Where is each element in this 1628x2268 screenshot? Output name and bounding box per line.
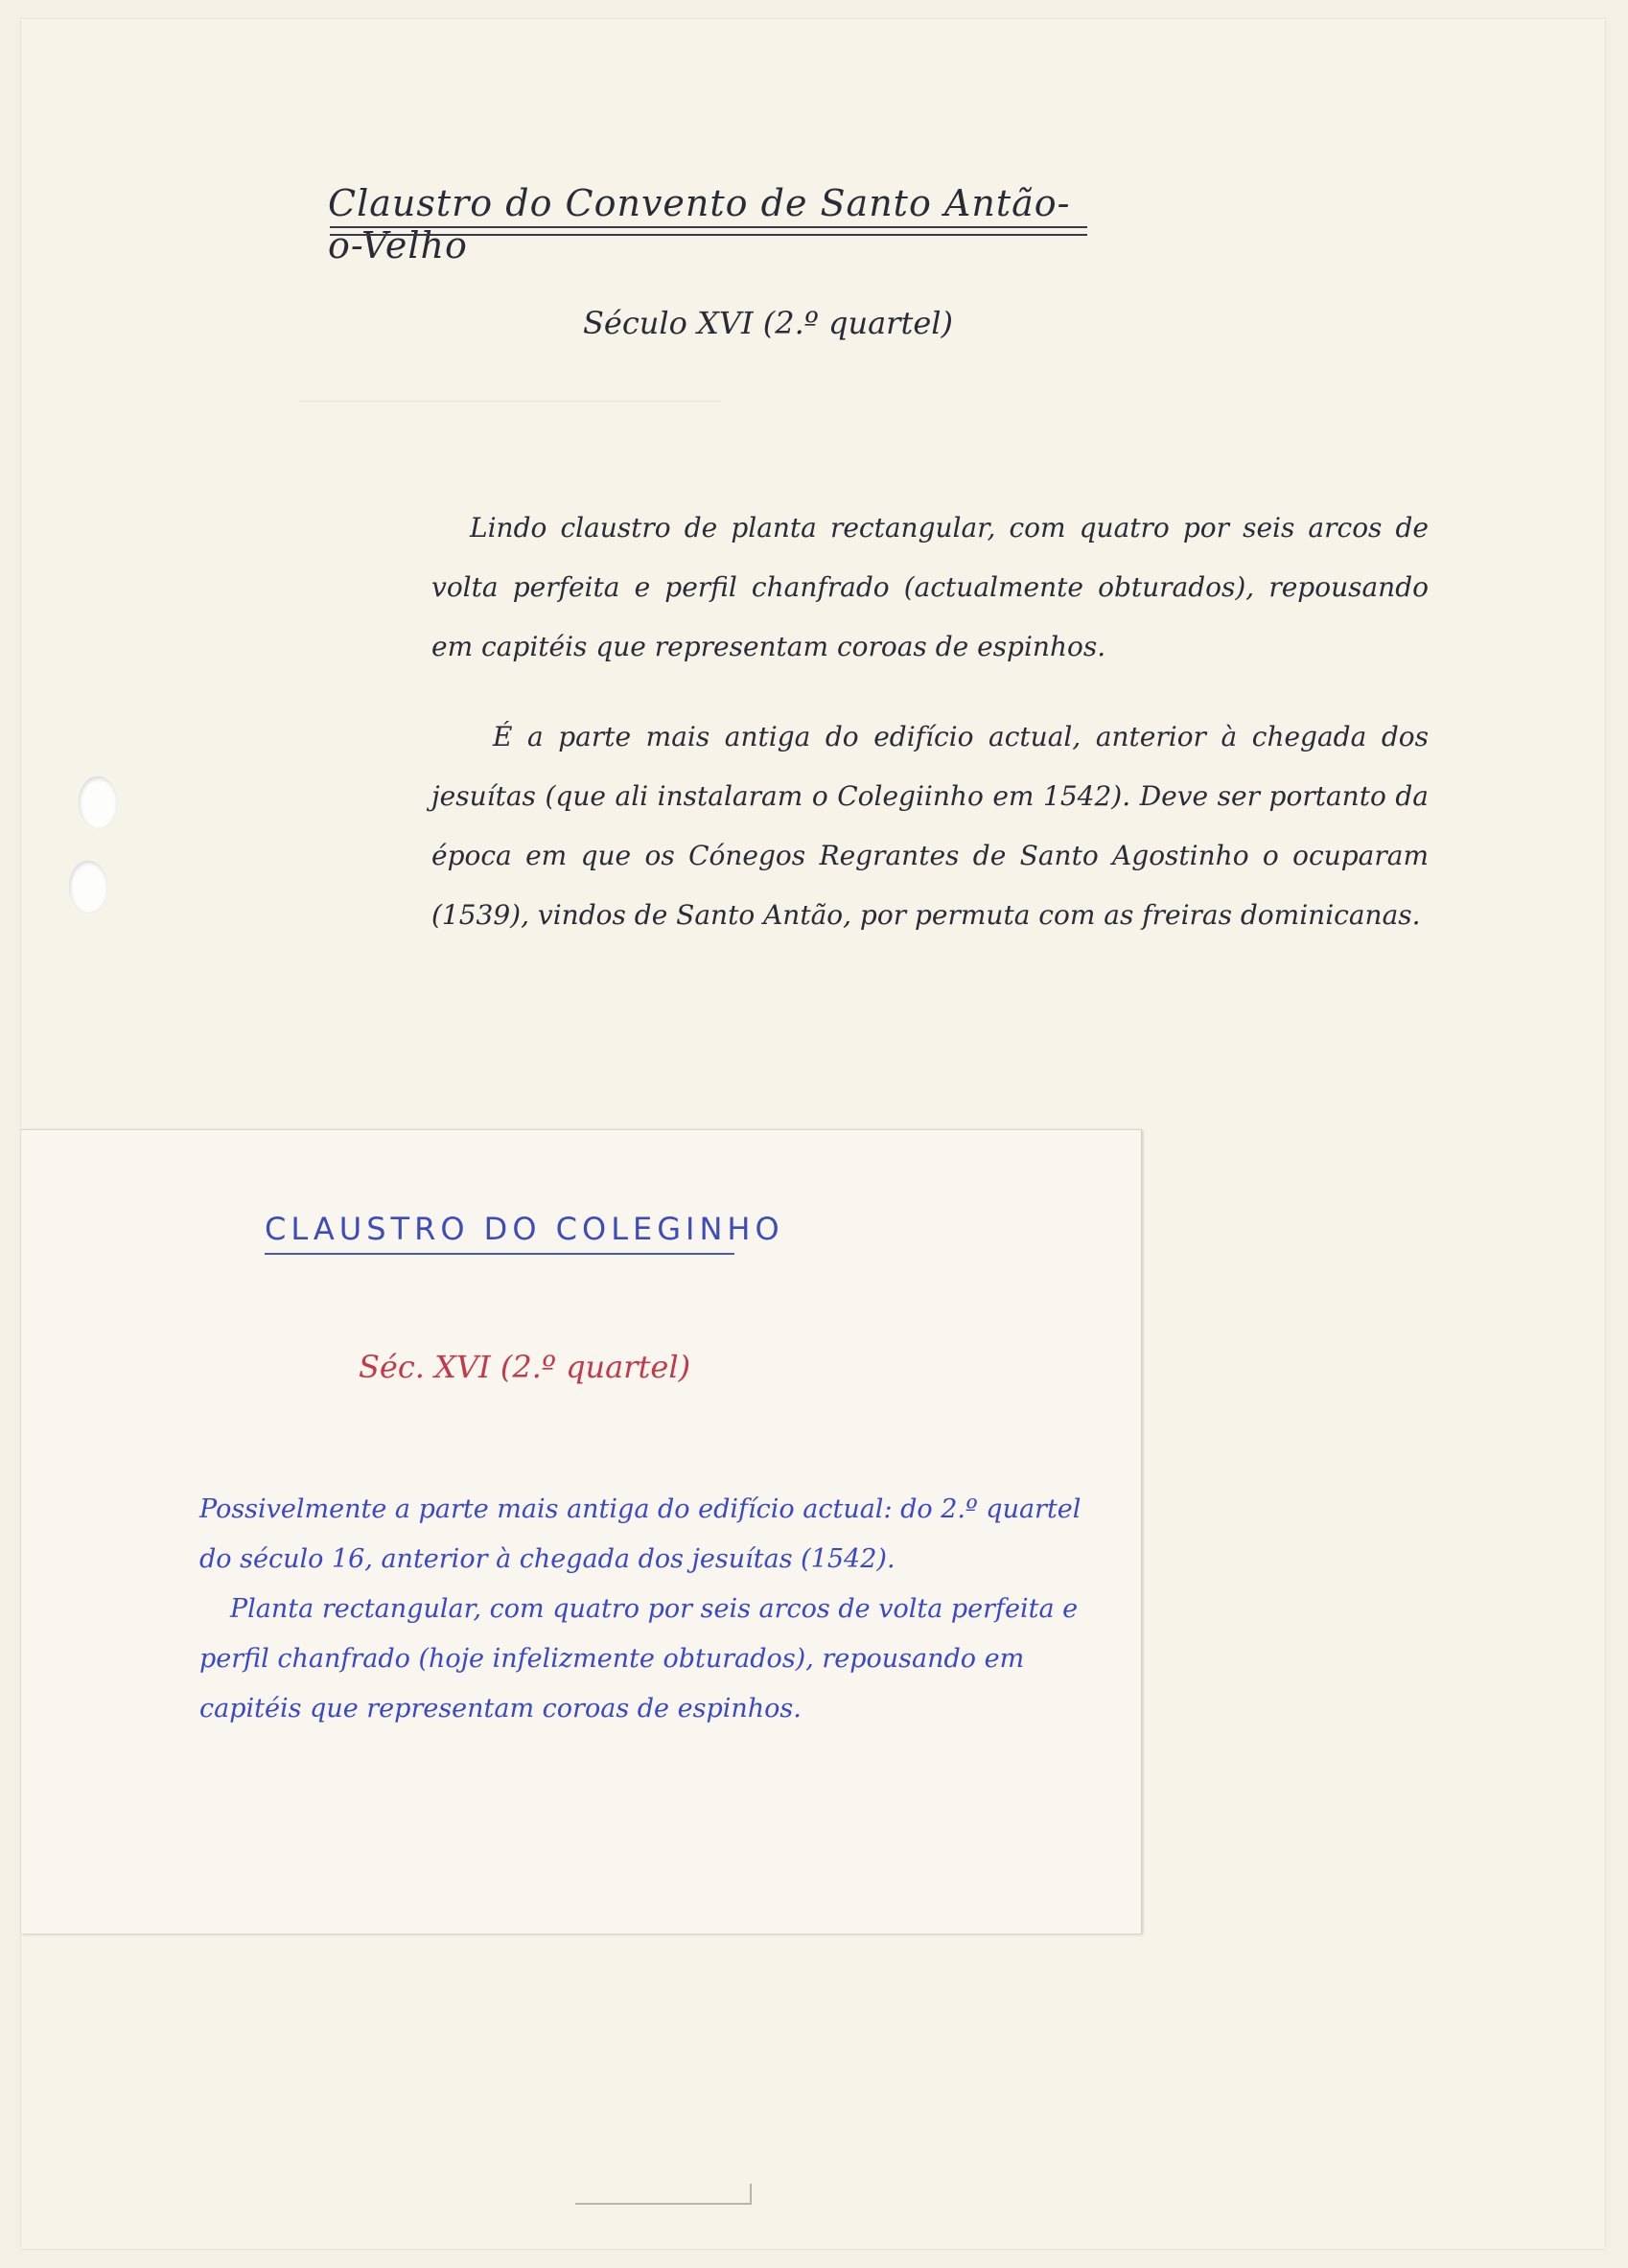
card-title-underline: [265, 1253, 734, 1255]
paragraph-1: [431, 498, 1429, 677]
paragraph-2-text: É a parte mais antiga do edifício actual, anterior à chegada dos jesuítas (que ali instalaram o Colegiinho em 1542). Deve ser portanto da época em que os Cónegos Regrantes de Santo Agostinho o ocuparam (1539), vindos de Santo Antão, por permuta com as freiras dominicanas.: [431, 721, 1429, 931]
card-title: CLAUSTRO DO COLEGINHO: [265, 1211, 784, 1247]
card-body: [199, 1485, 1101, 1734]
page-subtitle: Século XVI (2.º quartel): [583, 305, 953, 341]
paragraph-1-text: Lindo claustro de planta rectangular, com quatro por seis arcos de volta perfeita e perfil chanfrado (actualmente obturados), repousando em capitéis que representam coroas de espinhos.: [431, 512, 1429, 662]
card-paragraph-2-text: Planta rectangular, com quatro por seis arcos de volta perfeita e perfil chanfrado (hoje infelizmente obturados), repousando em capitéis que representam coroas de espinhos.: [199, 1594, 1079, 1724]
paragraph-2: [431, 707, 1429, 945]
pencil-mark: [575, 2184, 752, 2205]
card-subtitle: Séc. XVI (2.º quartel): [359, 1349, 691, 1385]
pasted-card: [21, 1129, 1142, 1933]
punch-hole-bottom: [69, 861, 107, 913]
card-paragraph-2: [199, 1585, 1101, 1734]
faint-pencil-line: [299, 401, 721, 402]
card-paragraph-1: Possivelmente a parte mais antiga do edifício actual: do 2.º quartel do século 16, anterior à chegada dos jesuítas (1542).: [199, 1494, 1081, 1574]
page-title: Claustro do Convento de Santo Antão-o-Velho: [328, 182, 1071, 266]
title-double-underline: [330, 226, 1087, 236]
punch-hole-top: [79, 776, 117, 828]
